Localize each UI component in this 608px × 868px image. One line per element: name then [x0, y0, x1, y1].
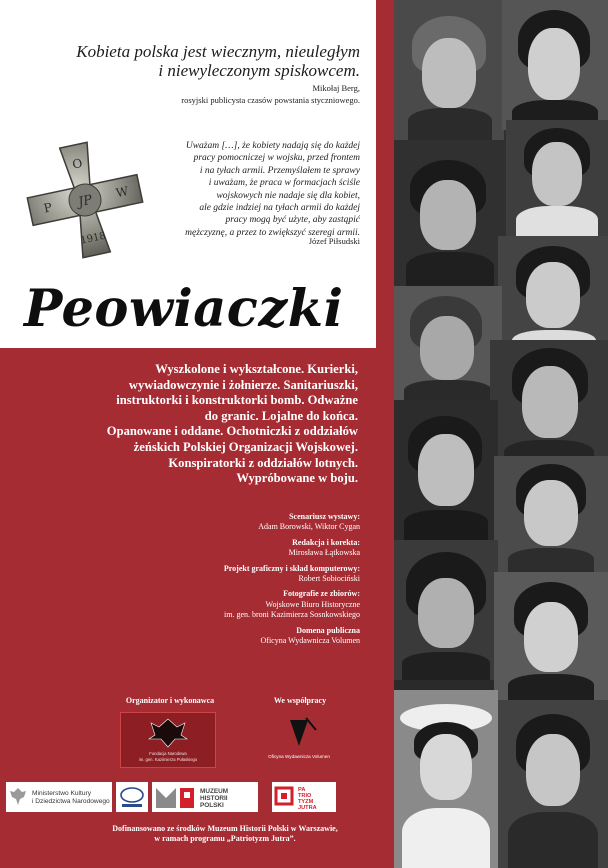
portrait-photo [498, 236, 608, 356]
ministry-logo-text: Ministerstwo Kultury [32, 790, 91, 797]
funding-line: Dofinansowano ze środków Muzeum Historii Polski w Warszawie, [112, 824, 338, 833]
top-quote-source [120, 82, 360, 106]
pilsudski-quote-line: pracy mogą być użyte, aby zastąpić [225, 215, 360, 226]
portrait-photo [394, 400, 498, 540]
intro-line: Wypróbowane w boju. [236, 471, 358, 486]
red-stripe [376, 0, 394, 868]
credit-group [120, 626, 360, 647]
pilsudski-quote-line: ale gdzie indziej na tyłach armii do każdej [199, 203, 360, 214]
top-quote-author: Mikołaj Berg, [312, 83, 360, 93]
credit-value: Wojskowe Biuro Historyczne [265, 599, 360, 609]
organizer-label: Organizator i wykonawca [125, 696, 215, 705]
foundation-logo [116, 782, 148, 812]
pilsudski-quote-line: i na tyłach armii. Przemyślałem te sprawy [199, 165, 360, 176]
credit-group [120, 564, 360, 585]
organizer-logo-text: im. gen. Kazimierza Pułaskiego [138, 757, 198, 762]
top-quote-line: i niewyleczonym spiskowcem. [158, 61, 360, 80]
pilsudski-quote [130, 140, 360, 239]
intro-line: Opanowane i oddane. Ochotniczki z oddziałów [106, 424, 358, 439]
patriotyzm-logo-text: JUTRA [298, 805, 317, 811]
portrait-photo [394, 140, 506, 290]
credits [120, 512, 360, 651]
funding-line: w ramach programu „Patriotyzm Jutra”. [154, 834, 296, 843]
credit-value: im. gen. broni Kazimierza Sosnkowskiego [224, 610, 360, 620]
ministry-logo-text: i Dziedzictwa Narodowego [32, 798, 110, 805]
organizer-logo [120, 712, 216, 768]
credit-label: Projekt graficzny i skład komputerowy: [223, 563, 360, 573]
intro-line: Wyszkolone i wykształcone. Kurierki, [155, 362, 358, 376]
intro-line: żeńskich Polskiej Organizacji Wojskowej. [133, 439, 358, 454]
patriotyzm-logo-text: PA [298, 787, 306, 793]
museum-logo [152, 782, 258, 812]
intro-line: do granic. Lojalne do końca. [204, 408, 358, 423]
credit-group [120, 538, 360, 559]
partner-logo-text: Oficyna Wydawnicza Volumen [268, 754, 330, 759]
intro-text [26, 362, 358, 487]
medal-letter: P [42, 200, 54, 216]
sponsor-logos [6, 782, 336, 812]
credit-value: Adam Borowski, Wiktor Cygan [258, 522, 360, 532]
credit-label: Scenariusz wystawy: [289, 512, 360, 521]
pilsudski-quote-line: i uważam, że praca w formacjach ściśle [208, 178, 360, 189]
museum-logo-text: POLSKI [200, 802, 224, 809]
credit-value: Robert Sobiociński [298, 574, 360, 584]
portrait-photo [502, 0, 608, 130]
portrait-collage [394, 0, 608, 868]
page-title: Peowiaczki [24, 279, 344, 339]
eagle-icon [10, 788, 26, 805]
portrait-photo [394, 690, 498, 868]
portrait-photo [394, 286, 502, 406]
pow-cross-medal-icon [25, 140, 145, 260]
medal-year: 1918 [79, 230, 107, 247]
portrait-photo [498, 700, 608, 868]
top-quote-line: Kobieta polska jest wiecznym, nieuległym [76, 42, 360, 61]
portrait-photo [490, 340, 608, 470]
credit-value: Mirosława Łątkowska [288, 548, 360, 558]
patriotyzm-logo-text: TYZM [298, 799, 314, 805]
pilsudski-quote-line: mężczyznę, a przez to zwiększyć szeregi armii. [185, 227, 360, 238]
top-quote [20, 42, 360, 80]
ministry-logo [6, 782, 112, 812]
museum-mark-icon [156, 788, 176, 808]
credit-value: Oficyna Wydawnicza Volumen [260, 636, 360, 646]
medal-letter: O [71, 155, 84, 172]
portrait-photo [494, 456, 608, 576]
funding-note [90, 824, 360, 844]
intro-line: wywiadowczynie i żołnierze. Sanitariuszki, [128, 377, 358, 392]
partner-logo [262, 710, 336, 766]
portrait-photo [494, 572, 608, 702]
pilsudski-quote-line: pracy pomocniczej w wojsku, przed frontem [193, 153, 360, 164]
museum-logo-text: HISTORII [200, 795, 228, 802]
patriotyzm-jutra-logo [272, 782, 336, 812]
top-quote-author-desc: rosyjski publicysta czasów powstania styczniowego. [181, 95, 360, 105]
museum-logo-text: MUZEUM [200, 788, 229, 795]
organizer-logo-text: Fundacja Narodowa [149, 751, 187, 756]
pilsudski-quote-line: wojskowych nie nadaje się dla kobiet, [216, 190, 360, 201]
credit-label: Redakcja i korekta: [292, 537, 360, 547]
intro-line: instruktorki i konstruktorki bomb. Odważne [116, 393, 358, 408]
credit-label: Domena publiczna [296, 625, 360, 635]
credit-group [120, 512, 360, 533]
portrait-photo [394, 540, 498, 680]
medal-letter: W [114, 183, 130, 201]
portrait-photo [506, 120, 608, 240]
intro-line: Konspiratorki z oddziałów lotnych. [168, 455, 358, 470]
pilsudski-quote-line: Uważam […], że kobiety nadają się do każdej [185, 141, 360, 151]
patriotyzm-logo-text: TRIO [298, 793, 312, 799]
partner-label: We współpracy [273, 696, 327, 705]
credit-group [120, 589, 360, 620]
pilsudski-quote-author: Józef Piłsudski [308, 236, 360, 246]
credit-label: Fotografie ze zbiorów: [283, 589, 360, 599]
portrait-photo [394, 0, 504, 140]
medal-monogram: JP [76, 192, 94, 211]
